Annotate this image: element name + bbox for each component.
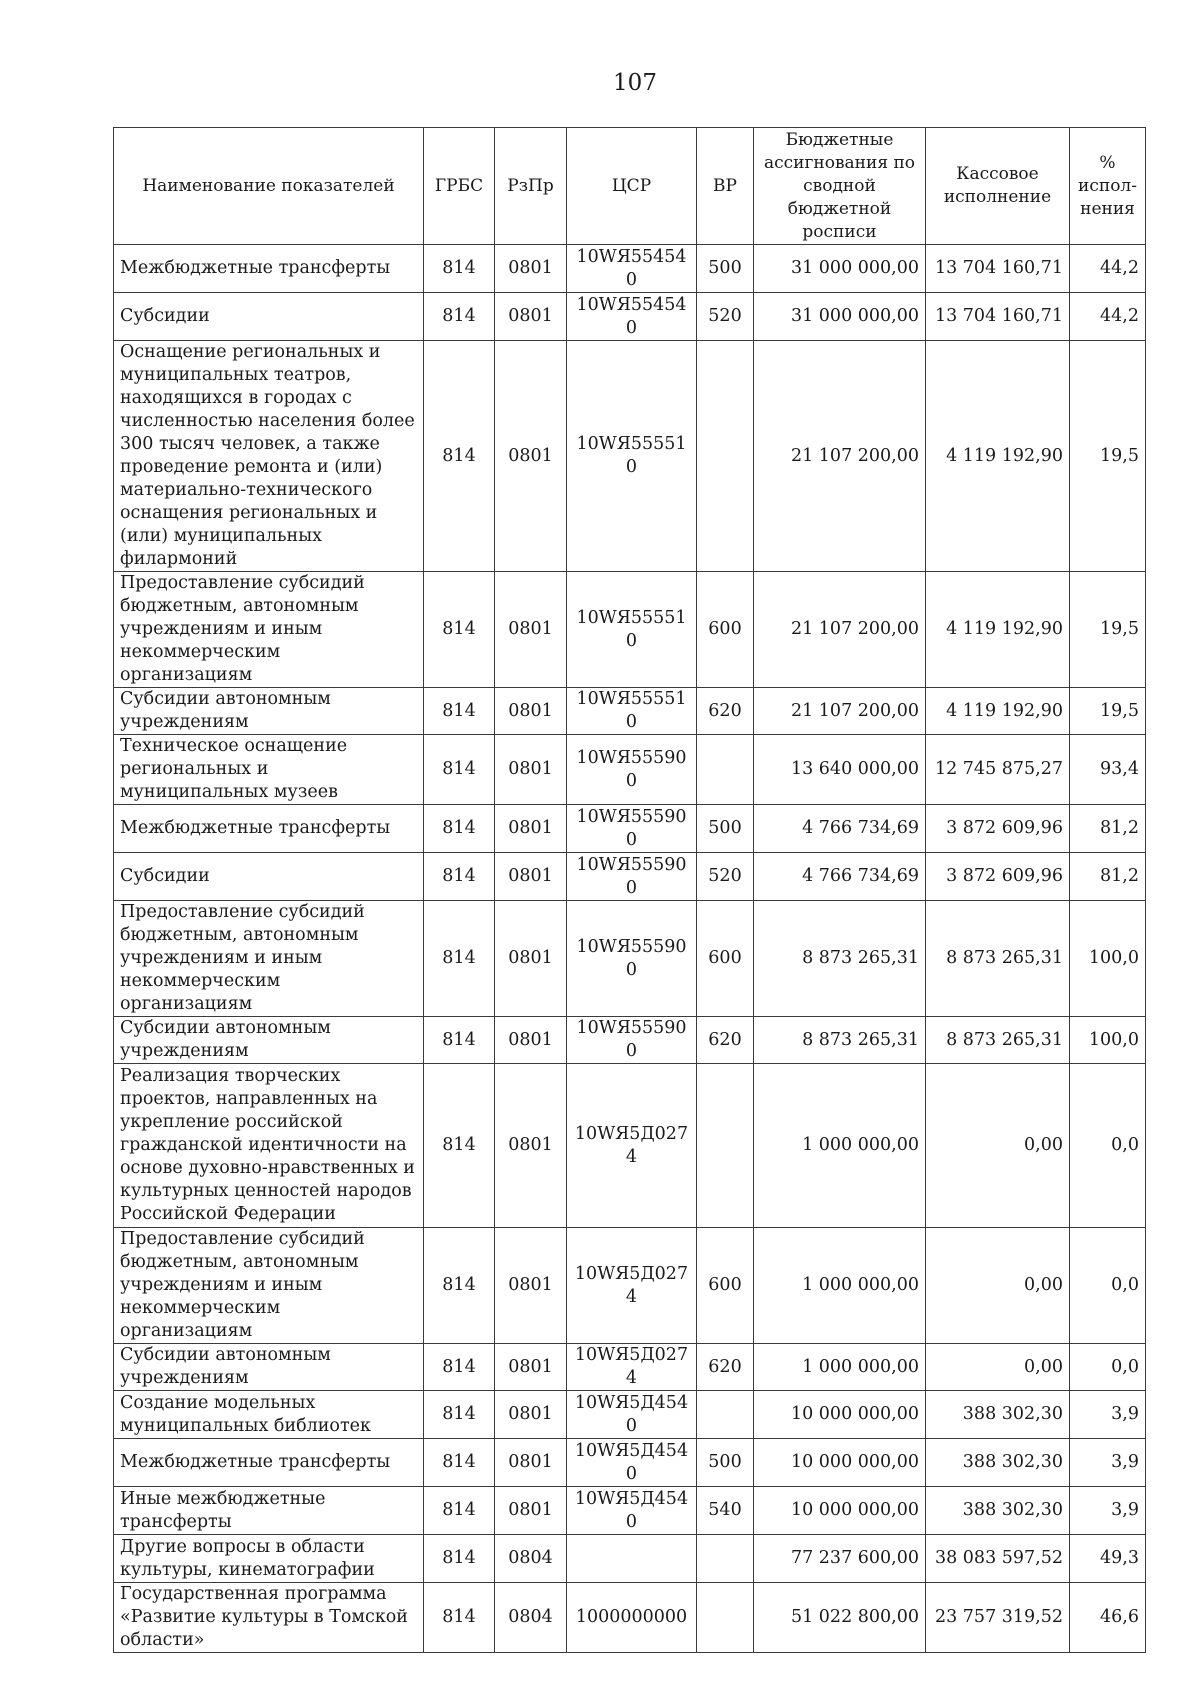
cell-vr (697, 1391, 754, 1439)
table-row (114, 1017, 1146, 1064)
cell-name: Оснащение региональных и муниципальных театров, находящихся в городах с численностью населения более 300 тысяч человек, а также проведение ремонта и (или) материально-технического оснащения региональных и (или) муниципальных филармоний (114, 341, 424, 572)
cell-csr: 10WЯ5Д0274 (567, 1228, 697, 1344)
table-row (114, 1391, 1146, 1439)
cell-pct: 0,0 (1070, 1064, 1146, 1228)
header-cash: Кассовое исполнение (926, 128, 1070, 245)
cell-pct: 0,0 (1070, 1228, 1146, 1344)
cell-csr: 10WЯ555900 (567, 901, 697, 1017)
cell-vr: 500 (697, 245, 754, 293)
cell-vr: 600 (697, 901, 754, 1017)
table-row (114, 901, 1146, 1017)
cell-cash: 12 745 875,27 (926, 735, 1070, 805)
cell-pct: 46,6 (1070, 1583, 1146, 1653)
cell-grbs: 814 (424, 1439, 495, 1487)
header-vr: ВР (697, 128, 754, 245)
cell-csr: 10WЯ555510 (567, 341, 697, 572)
cell-rzpr: 0801 (495, 735, 567, 805)
cell-budget: 4 766 734,69 (754, 805, 926, 853)
table-row (114, 688, 1146, 735)
table-row (114, 735, 1146, 805)
cell-cash: 0,00 (926, 1064, 1070, 1228)
cell-budget: 21 107 200,00 (754, 572, 926, 688)
table-row (114, 293, 1146, 341)
cell-rzpr: 0801 (495, 1064, 567, 1228)
cell-pct: 49,3 (1070, 1535, 1146, 1583)
cell-csr: 10WЯ555900 (567, 1017, 697, 1064)
cell-csr: 10WЯ5Д4540 (567, 1391, 697, 1439)
cell-name: Субсидии автономным учреждениям (114, 688, 424, 735)
cell-grbs: 814 (424, 1344, 495, 1391)
cell-rzpr: 0801 (495, 805, 567, 853)
cell-grbs: 814 (424, 1017, 495, 1064)
cell-budget: 1 000 000,00 (754, 1228, 926, 1344)
header-name: Наименование показателей (114, 128, 424, 245)
cell-rzpr: 0801 (495, 341, 567, 572)
cell-vr: 520 (697, 853, 754, 901)
cell-vr (697, 1535, 754, 1583)
cell-rzpr: 0801 (495, 1439, 567, 1487)
cell-vr: 600 (697, 572, 754, 688)
cell-pct: 19,5 (1070, 572, 1146, 688)
cell-grbs: 814 (424, 1064, 495, 1228)
cell-vr (697, 341, 754, 572)
table-header-row (114, 128, 1146, 245)
cell-name: Межбюджетные трансферты (114, 805, 424, 853)
cell-name: Реализация творческих проектов, направленных на укрепление российской гражданской идентичности на основе духовно-нравственных и культурных ценностей народов Российской Федерации (114, 1064, 424, 1228)
cell-cash: 388 302,30 (926, 1487, 1070, 1535)
cell-rzpr: 0801 (495, 1391, 567, 1439)
cell-name: Субсидии (114, 293, 424, 341)
cell-cash: 8 873 265,31 (926, 1017, 1070, 1064)
cell-grbs: 814 (424, 735, 495, 805)
cell-rzpr: 0804 (495, 1535, 567, 1583)
cell-name: Техническое оснащение региональных и муниципальных музеев (114, 735, 424, 805)
cell-vr: 620 (697, 1344, 754, 1391)
cell-name: Государственная программа «Развитие культуры в Томской области» (114, 1583, 424, 1653)
cell-grbs: 814 (424, 341, 495, 572)
cell-name: Субсидии автономным учреждениям (114, 1344, 424, 1391)
cell-csr (567, 1535, 697, 1583)
cell-cash: 13 704 160,71 (926, 245, 1070, 293)
table-row (114, 805, 1146, 853)
cell-csr: 10WЯ5Д4540 (567, 1487, 697, 1535)
page-number: 107 (613, 70, 657, 96)
cell-name: Межбюджетные трансферты (114, 1439, 424, 1487)
cell-grbs: 814 (424, 805, 495, 853)
cell-grbs: 814 (424, 1391, 495, 1439)
cell-cash: 3 872 609,96 (926, 805, 1070, 853)
table-row (114, 245, 1146, 293)
cell-cash: 388 302,30 (926, 1391, 1070, 1439)
cell-pct: 0,0 (1070, 1344, 1146, 1391)
cell-vr (697, 735, 754, 805)
table-row (114, 1064, 1146, 1228)
cell-budget: 13 640 000,00 (754, 735, 926, 805)
cell-grbs: 814 (424, 688, 495, 735)
cell-cash: 0,00 (926, 1228, 1070, 1344)
cell-budget: 77 237 600,00 (754, 1535, 926, 1583)
header-csr: ЦСР (567, 128, 697, 245)
cell-budget: 10 000 000,00 (754, 1391, 926, 1439)
cell-rzpr: 0801 (495, 572, 567, 688)
cell-name: Создание модельных муниципальных библиотек (114, 1391, 424, 1439)
cell-grbs: 814 (424, 1535, 495, 1583)
cell-csr: 10WЯ555510 (567, 572, 697, 688)
cell-pct: 19,5 (1070, 341, 1146, 572)
cell-budget: 21 107 200,00 (754, 341, 926, 572)
cell-name: Предоставление субсидий бюджетным, автономным учреждениям и иным некоммерческим организациям (114, 1228, 424, 1344)
table-row (114, 1344, 1146, 1391)
cell-csr: 10WЯ554540 (567, 293, 697, 341)
cell-csr: 10WЯ5Д4540 (567, 1439, 697, 1487)
cell-pct: 93,4 (1070, 735, 1146, 805)
cell-cash: 23 757 319,52 (926, 1583, 1070, 1653)
cell-vr: 500 (697, 1439, 754, 1487)
cell-pct: 81,2 (1070, 805, 1146, 853)
cell-grbs: 814 (424, 901, 495, 1017)
cell-pct: 3,9 (1070, 1391, 1146, 1439)
cell-pct: 100,0 (1070, 901, 1146, 1017)
cell-pct: 81,2 (1070, 853, 1146, 901)
cell-cash: 38 083 597,52 (926, 1535, 1070, 1583)
cell-name: Предоставление субсидий бюджетным, автономным учреждениям и иным некоммерческим организациям (114, 572, 424, 688)
cell-budget: 4 766 734,69 (754, 853, 926, 901)
budget-execution-table (113, 127, 1146, 1653)
cell-rzpr: 0801 (495, 1487, 567, 1535)
cell-cash: 4 119 192,90 (926, 688, 1070, 735)
cell-vr: 600 (697, 1228, 754, 1344)
cell-cash: 388 302,30 (926, 1439, 1070, 1487)
cell-cash: 4 119 192,90 (926, 572, 1070, 688)
cell-csr: 10WЯ554540 (567, 245, 697, 293)
cell-name: Иные межбюджетные трансферты (114, 1487, 424, 1535)
cell-rzpr: 0804 (495, 1583, 567, 1653)
table-row (114, 572, 1146, 688)
cell-grbs: 814 (424, 853, 495, 901)
header-rzpr: РзПр (495, 128, 567, 245)
header-pct: % испол- нения (1070, 128, 1146, 245)
cell-cash: 0,00 (926, 1344, 1070, 1391)
cell-grbs: 814 (424, 1228, 495, 1344)
cell-csr: 10WЯ555900 (567, 735, 697, 805)
cell-budget: 1 000 000,00 (754, 1064, 926, 1228)
cell-vr (697, 1583, 754, 1653)
cell-rzpr: 0801 (495, 688, 567, 735)
cell-pct: 44,2 (1070, 293, 1146, 341)
cell-name: Субсидии (114, 853, 424, 901)
cell-budget: 51 022 800,00 (754, 1583, 926, 1653)
table-body (114, 245, 1146, 1653)
header-grbs: ГРБС (424, 128, 495, 245)
cell-budget: 31 000 000,00 (754, 245, 926, 293)
cell-grbs: 814 (424, 1487, 495, 1535)
cell-budget: 10 000 000,00 (754, 1487, 926, 1535)
cell-cash: 8 873 265,31 (926, 901, 1070, 1017)
cell-vr: 540 (697, 1487, 754, 1535)
cell-vr: 620 (697, 1017, 754, 1064)
cell-name: Межбюджетные трансферты (114, 245, 424, 293)
cell-rzpr: 0801 (495, 1228, 567, 1344)
cell-vr: 500 (697, 805, 754, 853)
cell-pct: 3,9 (1070, 1439, 1146, 1487)
cell-grbs: 814 (424, 572, 495, 688)
table-row (114, 1583, 1146, 1653)
cell-grbs: 814 (424, 293, 495, 341)
cell-name: Другие вопросы в области культуры, кинематографии (114, 1535, 424, 1583)
table-row (114, 341, 1146, 572)
table-row (114, 853, 1146, 901)
cell-budget: 8 873 265,31 (754, 901, 926, 1017)
header-budget: Бюджетные ассигнования по сводной бюджетной росписи (754, 128, 926, 245)
cell-rzpr: 0801 (495, 293, 567, 341)
cell-vr: 520 (697, 293, 754, 341)
cell-rzpr: 0801 (495, 901, 567, 1017)
cell-csr: 10WЯ5Д0274 (567, 1344, 697, 1391)
cell-budget: 31 000 000,00 (754, 293, 926, 341)
table-row (114, 1439, 1146, 1487)
table-row (114, 1535, 1146, 1583)
cell-pct: 3,9 (1070, 1487, 1146, 1535)
cell-name: Предоставление субсидий бюджетным, автономным учреждениям и иным некоммерческим организациям (114, 901, 424, 1017)
cell-budget: 8 873 265,31 (754, 1017, 926, 1064)
cell-rzpr: 0801 (495, 1017, 567, 1064)
cell-pct: 19,5 (1070, 688, 1146, 735)
cell-budget: 10 000 000,00 (754, 1439, 926, 1487)
cell-cash: 4 119 192,90 (926, 341, 1070, 572)
cell-budget: 21 107 200,00 (754, 688, 926, 735)
cell-pct: 100,0 (1070, 1017, 1146, 1064)
cell-vr: 620 (697, 688, 754, 735)
cell-rzpr: 0801 (495, 1344, 567, 1391)
cell-csr: 10WЯ555510 (567, 688, 697, 735)
cell-rzpr: 0801 (495, 853, 567, 901)
cell-csr: 10WЯ555900 (567, 805, 697, 853)
cell-name: Субсидии автономным учреждениям (114, 1017, 424, 1064)
cell-cash: 13 704 160,71 (926, 293, 1070, 341)
table-row (114, 1228, 1146, 1344)
cell-cash: 3 872 609,96 (926, 853, 1070, 901)
cell-budget: 1 000 000,00 (754, 1344, 926, 1391)
cell-csr: 1000000000 (567, 1583, 697, 1653)
cell-pct: 44,2 (1070, 245, 1146, 293)
cell-vr (697, 1064, 754, 1228)
cell-grbs: 814 (424, 245, 495, 293)
cell-rzpr: 0801 (495, 245, 567, 293)
table-row (114, 1487, 1146, 1535)
cell-csr: 10WЯ5Д0274 (567, 1064, 697, 1228)
cell-csr: 10WЯ555900 (567, 853, 697, 901)
cell-grbs: 814 (424, 1583, 495, 1653)
